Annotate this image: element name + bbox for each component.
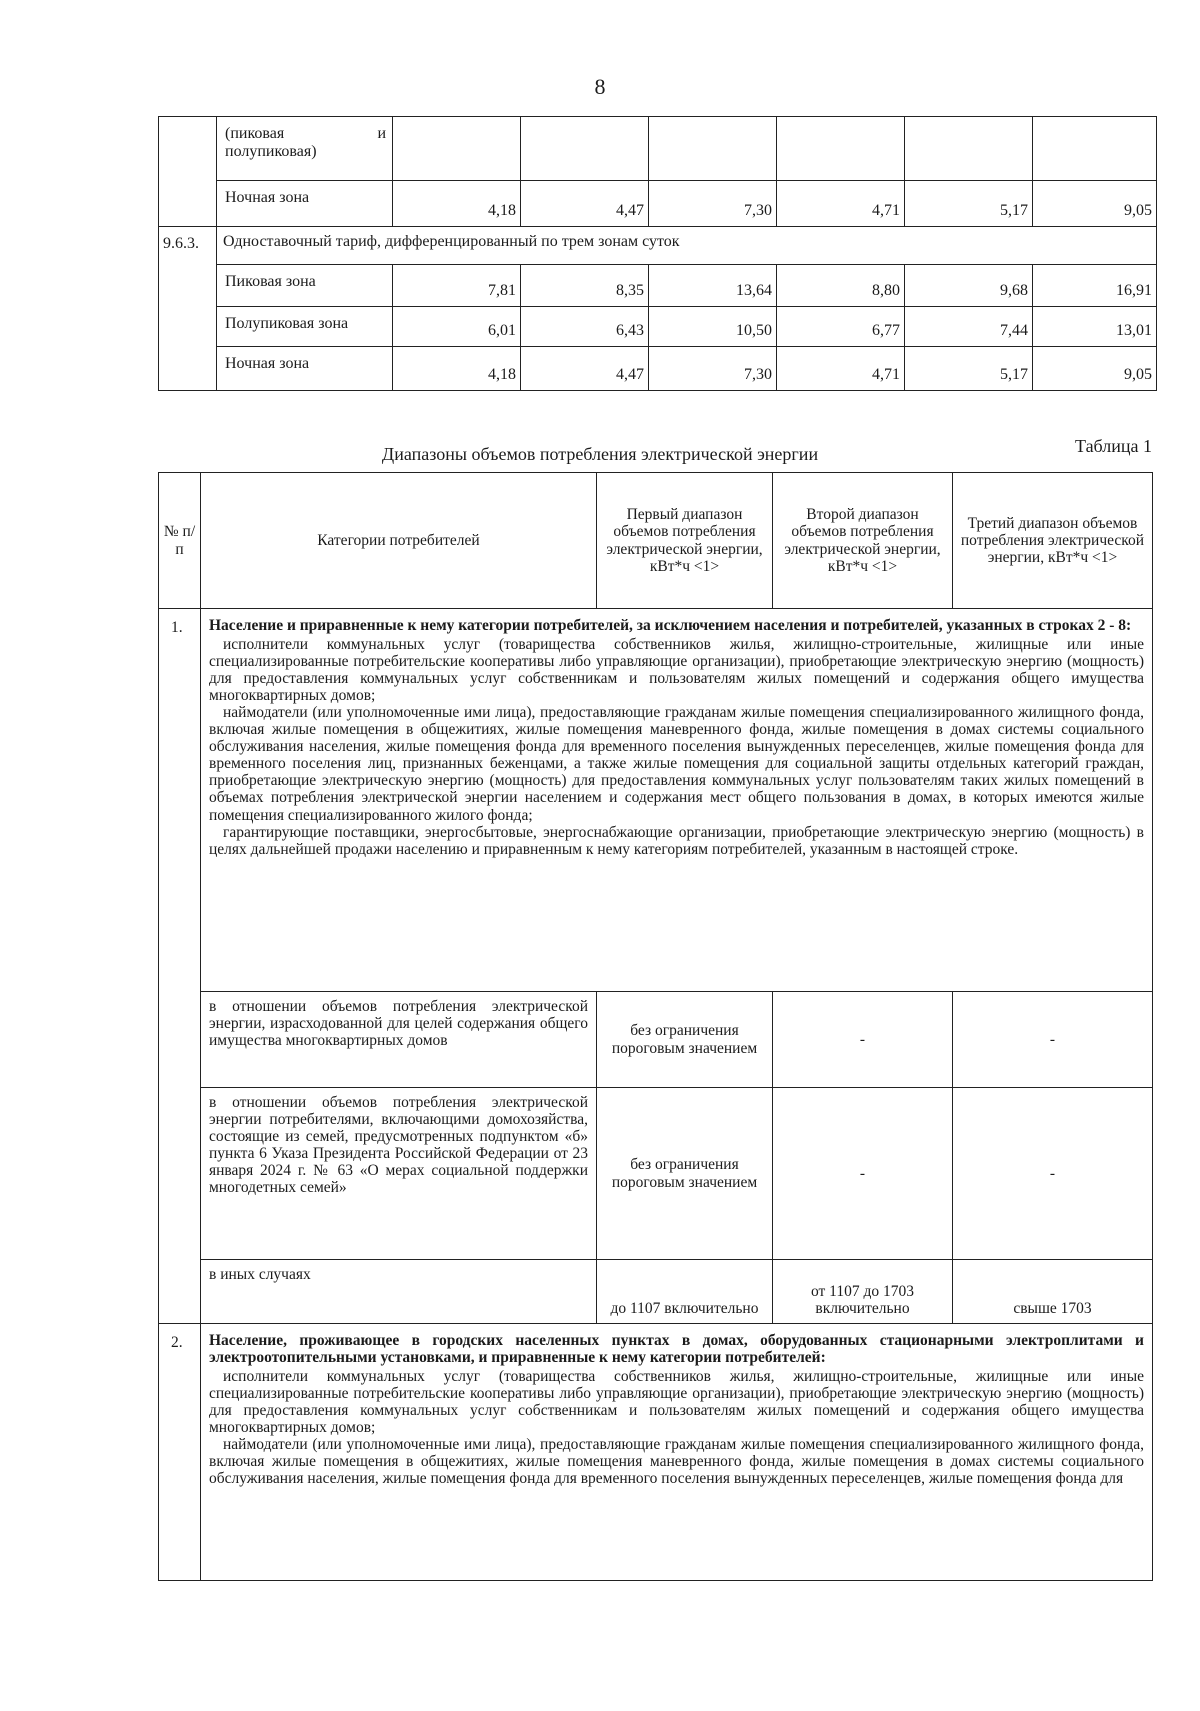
subrow-label: в отношении объемов потребления электрической энергии, израсходованной для целей содержания общего имущества многоквартирных домов: [201, 992, 597, 1088]
tariff-row-continued: [159, 117, 1157, 181]
header-category: Категории потребителей: [201, 473, 597, 609]
tariff-value: 10,50: [649, 307, 777, 347]
tariff-value: 4,18: [393, 347, 521, 391]
row1-paragraph: наймодатели (или уполномоченные ими лица), предоставляющие гражданам жилые помещения специализированного жилищного фонда, включая жилые помещения в общежитиях, жилые помещения маневренного фонда, жилые помещения в домах системы социального обслуживания населения, жилые помещения фонда для временного поселения вынужденных переселенцев, жилые помещения фонда для временного поселения лиц, признанных беженцами, а также жилые помещения для социальной защиты отдельных категорий граждан, приобретающие электрическую энергию (мощность) для предоставления коммунальных услуг пользователям таких жилых помещений в объемах потребления электрической энергии населением и содержания мест общего пользования в домах, в которых имеются жилые помещения специализированного жилого фонда;: [209, 704, 1144, 824]
page-number: 8: [594, 74, 606, 99]
tariff-value: 4,47: [521, 347, 649, 391]
row1-paragraph: исполнители коммунальных услуг (товарищества собственников жилья, жилищно-строительные, жилищные или иные специализированные потребительские кооперативы либо управляющие организации), приобретающие электрическую энергию (мощность) для предоставления коммунальных услуг собственникам и пользователям жилых помещений и содержания общего имущества многоквартирных домов;: [209, 636, 1144, 705]
ranges-table: [158, 472, 1153, 1581]
row-number: 2.: [159, 1324, 201, 1581]
row1-subrow: [159, 992, 1153, 1088]
tariff-section-title: Одноставочный тариф, дифференцированный по трем зонам суток: [217, 227, 1157, 265]
table-caption: Таблица 1: [1075, 436, 1152, 456]
subrow-range1: без ограничения пороговым значением: [597, 1088, 773, 1260]
tariff-value: 4,18: [393, 181, 521, 227]
tariff-row-label: Пиковая зона: [217, 265, 393, 307]
tariff-value: 6,43: [521, 307, 649, 347]
label-line2: полупиковая): [225, 143, 317, 160]
subrow-range3: -: [953, 992, 1153, 1088]
ranges-header-row: [159, 473, 1153, 609]
subrow-range1: до 1107 включительно: [597, 1260, 773, 1324]
subrow-range2: от 1107 до 1703 включительно: [773, 1260, 953, 1324]
row-number: 1.: [159, 609, 201, 1324]
tariff-row-night-b: [159, 347, 1157, 391]
tariff-row-label: Полупиковая зона: [217, 307, 393, 347]
tariff-value: 4,71: [777, 347, 905, 391]
label-right: и: [377, 125, 386, 142]
tariff-value: 7,30: [649, 181, 777, 227]
tariff-code-cell-empty: [159, 117, 217, 227]
subrow-range2: -: [773, 992, 953, 1088]
tariff-section-code: 9.6.3.: [159, 227, 217, 391]
tariff-value: 5,17: [905, 181, 1033, 227]
tariff-table: [158, 116, 1157, 391]
subrow-label: в иных случаях: [201, 1260, 597, 1324]
tariff-row-label: Ночная зона: [217, 181, 393, 227]
tariff-value: 7,30: [649, 347, 777, 391]
row1-subrow: [159, 1088, 1153, 1260]
tariff-value: 8,35: [521, 265, 649, 307]
subrow-range3: -: [953, 1088, 1153, 1260]
header-range2: Второй диапазон объемов потребления электрической энергии, кВт*ч <1>: [773, 473, 953, 609]
row2-description: [201, 1324, 1153, 1581]
tariff-value: 6,01: [393, 307, 521, 347]
tariff-row-label: [217, 117, 393, 181]
tariff-value: 16,91: [1033, 265, 1157, 307]
subrow-label: в отношении объемов потребления электрической энергии потребителями, включающими домохозяйства, состоящие из семей, предусмотренных подпунктом «б» пункта 6 Указа Президента Российской Федерации от 23 января 2024 г. № 63 «О мерах социальной поддержки многодетных семей»: [201, 1088, 597, 1260]
header-range1: Первый диапазон объемов потребления электрической энергии, кВт*ч <1>: [597, 473, 773, 609]
row2-paragraph: исполнители коммунальных услуг (товарищества собственников жилья, жилищно-строительные, жилищные или иные специализированные потребительские кооперативы либо управляющие организации), приобретающие электрическую энергию (мощность) для предоставления коммунальных услуг собственникам и пользователям жилых помещений и содержания общего имущества многоквартирных домов;: [209, 1368, 1144, 1437]
row1-description: [201, 609, 1153, 992]
tariff-value: 5,17: [905, 347, 1033, 391]
label-left: (пиковая: [225, 125, 285, 142]
tariff-value: 13,64: [649, 265, 777, 307]
tariff-value: 4,47: [521, 181, 649, 227]
row1-category: [159, 609, 1153, 992]
tariff-value: 9,05: [1033, 347, 1157, 391]
tariff-value: 7,44: [905, 307, 1033, 347]
row1-heading: Население и приравненные к нему категории потребителей, за исключением населения и потребителей, указанных в строках 2 - 8:: [209, 617, 1132, 634]
subrow-range2: -: [773, 1088, 953, 1260]
tariff-row-semipeak: [159, 307, 1157, 347]
row1-paragraph: гарантирующие поставщики, энергосбытовые, энергоснабжающие организации, приобретающие электрическую энергию (мощность) в целях дальнейшей продажи населению и приравненным к нему категориям потребителей, указанным в настоящей строке.: [209, 823, 1144, 858]
tariff-section-row: [159, 227, 1157, 265]
subrow-range3: свыше 1703: [953, 1260, 1153, 1324]
tariff-value: 7,81: [393, 265, 521, 307]
table-title: Диапазоны объемов потребления электрической энергии: [381, 444, 819, 464]
row2-heading: Население, проживающее в городских населенных пунктах в домах, оборудованных стационарными электроплитами и электроотопительными установками, и приравненные к нему категории потребителей:: [209, 1332, 1144, 1367]
tariff-value: 9,68: [905, 265, 1033, 307]
row1-subrow: [159, 1260, 1153, 1324]
row2-category: [159, 1324, 1153, 1581]
header-num: № п/п: [159, 473, 201, 609]
tariff-value: 13,01: [1033, 307, 1157, 347]
tariff-value: 6,77: [777, 307, 905, 347]
row2-paragraph: наймодатели (или уполномоченные ими лица), предоставляющие гражданам жилые помещения специализированного жилищного фонда, включая жилые помещения в общежитиях, жилые помещения маневренного фонда, жилые помещения в домах системы социального обслуживания населения, жилые помещения фонда для временного поселения вынужденных переселенцев, жилые помещения фонда для: [209, 1436, 1144, 1488]
tariff-row-night-a: [159, 181, 1157, 227]
header-range3: Третий диапазон объемов потребления электрической энергии, кВт*ч <1>: [953, 473, 1153, 609]
subrow-range1: без ограничения пороговым значением: [597, 992, 773, 1088]
tariff-row-label: Ночная зона: [217, 347, 393, 391]
tariff-value: 9,05: [1033, 181, 1157, 227]
tariff-value: 4,71: [777, 181, 905, 227]
tariff-value: 8,80: [777, 265, 905, 307]
tariff-row-peak: [159, 265, 1157, 307]
